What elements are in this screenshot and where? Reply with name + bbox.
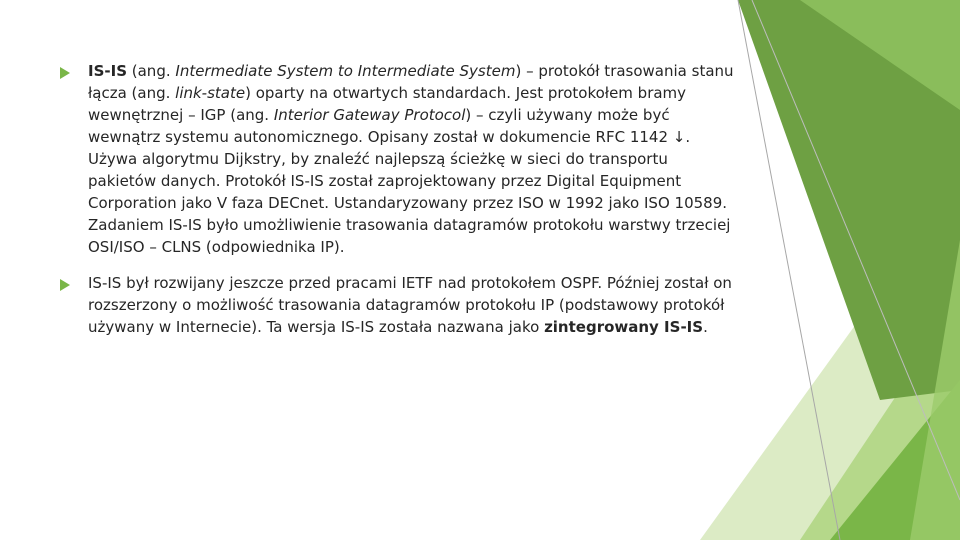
bullet-text xyxy=(88,60,740,258)
italic-text: Interior Gateway Protocol xyxy=(273,106,466,124)
text-run: ) – protokół trasowania stanu łącza (ang. xyxy=(88,62,734,102)
bold-text: zintegrowany IS-IS xyxy=(544,318,704,336)
bullet-list xyxy=(60,60,740,352)
bullet-item xyxy=(60,272,740,338)
italic-text: Intermediate System to Intermediate System xyxy=(175,62,516,80)
text-run: (ang. xyxy=(127,62,176,80)
bold-text: IS-IS xyxy=(88,62,127,80)
text-run: IS-IS był rozwijany jeszcze przed pracami IETF nad protokołem OSPF. Później został on rozszerzony o możliwość trasowania datagramów protokołu IP (podstawowy protokół używany w Internecie). Ta wersja IS-IS została nazwana jako xyxy=(88,274,732,336)
text-run: ) oparty na otwartych standardach. Jest protokołem bramy wewnętrznej – IGP (ang. xyxy=(88,84,687,124)
bullet-item xyxy=(60,60,740,258)
text-run: . xyxy=(703,318,708,336)
bullet-text xyxy=(88,272,740,338)
triangle-bullet-icon xyxy=(60,279,70,291)
italic-text: link-state xyxy=(175,84,246,102)
text-run: ) – czyli używany może być wewnątrz systemu autonomicznego. Opisany został w dokumencie RFC 1142 ↓. Używa algorytmu Dijkstry, by znaleźć najlepszą ścieżkę w sieci do transportu pakietów danych. Protokół IS-IS został zaprojektowany przez Digital Equipment Corporation jako V faza DECnet. Ustandaryzowany przez ISO w 1992 jako ISO 10589. Zadaniem IS-IS było umożliwienie trasowania datagramów protokołu warstwy trzeciej OSI/ISO – CLNS (odpowiednika IP). xyxy=(88,106,731,256)
triangle-bullet-icon xyxy=(60,67,70,79)
